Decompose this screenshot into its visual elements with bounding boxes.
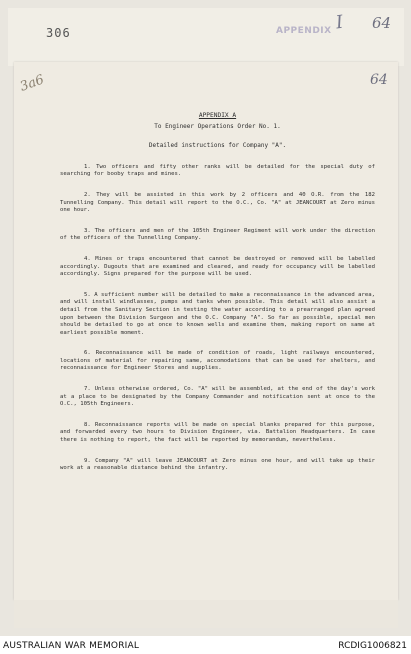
appendix-title: APPENDIX A xyxy=(198,112,237,119)
paragraph-9: 9. Company "A" will leave JEANCOURT at Zero minus one hour, and will take up their work at a reasonable distance behind the infantry. xyxy=(60,457,375,472)
paragraph-5: 5. A sufficient number will be detailed to make a reconnaissance in the advanced area, and will install windlasses, pumps and tanks when possible. This detail will also assist a detail from the Sanitary Section in testing the water according to a prearranged plan agreed upon between the Division Surgeon and the O.C. Company "A". So far as possible, special men should be detailed to go at once to known wells and examine them, making report on same at earliest possible moment. xyxy=(60,291,375,336)
order-line: To Engineer Operations Order No. 1. xyxy=(154,122,281,130)
paragraph-6: 6. Reconnaissance will be made of condition of roads, light railways encountered, locations of material for repairing same, accomodations that can be used for shelters, and reconnaissance for Engineer Stores and supplies. xyxy=(60,350,375,372)
paragraph-8: 8. Reconnaissance reports will be made on special blanks prepared for this purpose, and forwarded every two hours to Division Engineer, via. Battalion Headquarters. In case there is nothing to report, the fact will be reported by memorandum, nevertheless. xyxy=(60,421,375,444)
appendix-stamp: APPENDIX xyxy=(276,26,332,36)
footer-institution: AUSTRALIAN WAR MEMORIAL xyxy=(3,641,140,651)
bottom-sheet xyxy=(14,600,398,628)
page-number: 306 xyxy=(46,26,71,40)
appendix-stamp-handwritten: I xyxy=(334,11,345,34)
document-body xyxy=(60,112,375,486)
handwritten-folio: 64 xyxy=(370,72,388,88)
footer-record-id: RCDIG1006821 xyxy=(338,641,407,651)
footer-bar xyxy=(0,638,411,654)
handwritten-margin-note: 3a6 xyxy=(18,72,47,95)
paragraph-2: 2. They will be assisted in this work by 2 officers and 40 O.R. from the 182 Tunnelling Company. This detail will report to the O.C., Co. "A" at JEANCOURT at Zero minus one hour. xyxy=(60,191,375,214)
paragraph-4: 4. Mines or traps encountered that cannot be destroyed or removed will be labelled accordingly. Dugouts that are examined and cleared, and ready for occupancy will be labelled accordingly. Signs prepared for the purpose will be used. xyxy=(60,255,375,278)
paragraph-7: 7. Unless otherwise ordered, Co. "A" will be assembled, at the end of the day's work at a place to be designated by the Company Commander and notification sent at once to the O.C., 105th Engineers. xyxy=(60,386,375,408)
handwritten-folio-top: 64 xyxy=(372,14,392,32)
paragraph-1: 1. Two officers and fifty other ranks will be detailed for the special duty of searching for booby traps and mines. xyxy=(60,163,375,178)
instructions-title: Detailed instructions for Company "A". xyxy=(148,142,287,150)
paragraph-3: 3. The officers and men of the 105th Engineer Regiment will work under the direction of the officers of the Tunnelling Company. xyxy=(60,227,375,242)
